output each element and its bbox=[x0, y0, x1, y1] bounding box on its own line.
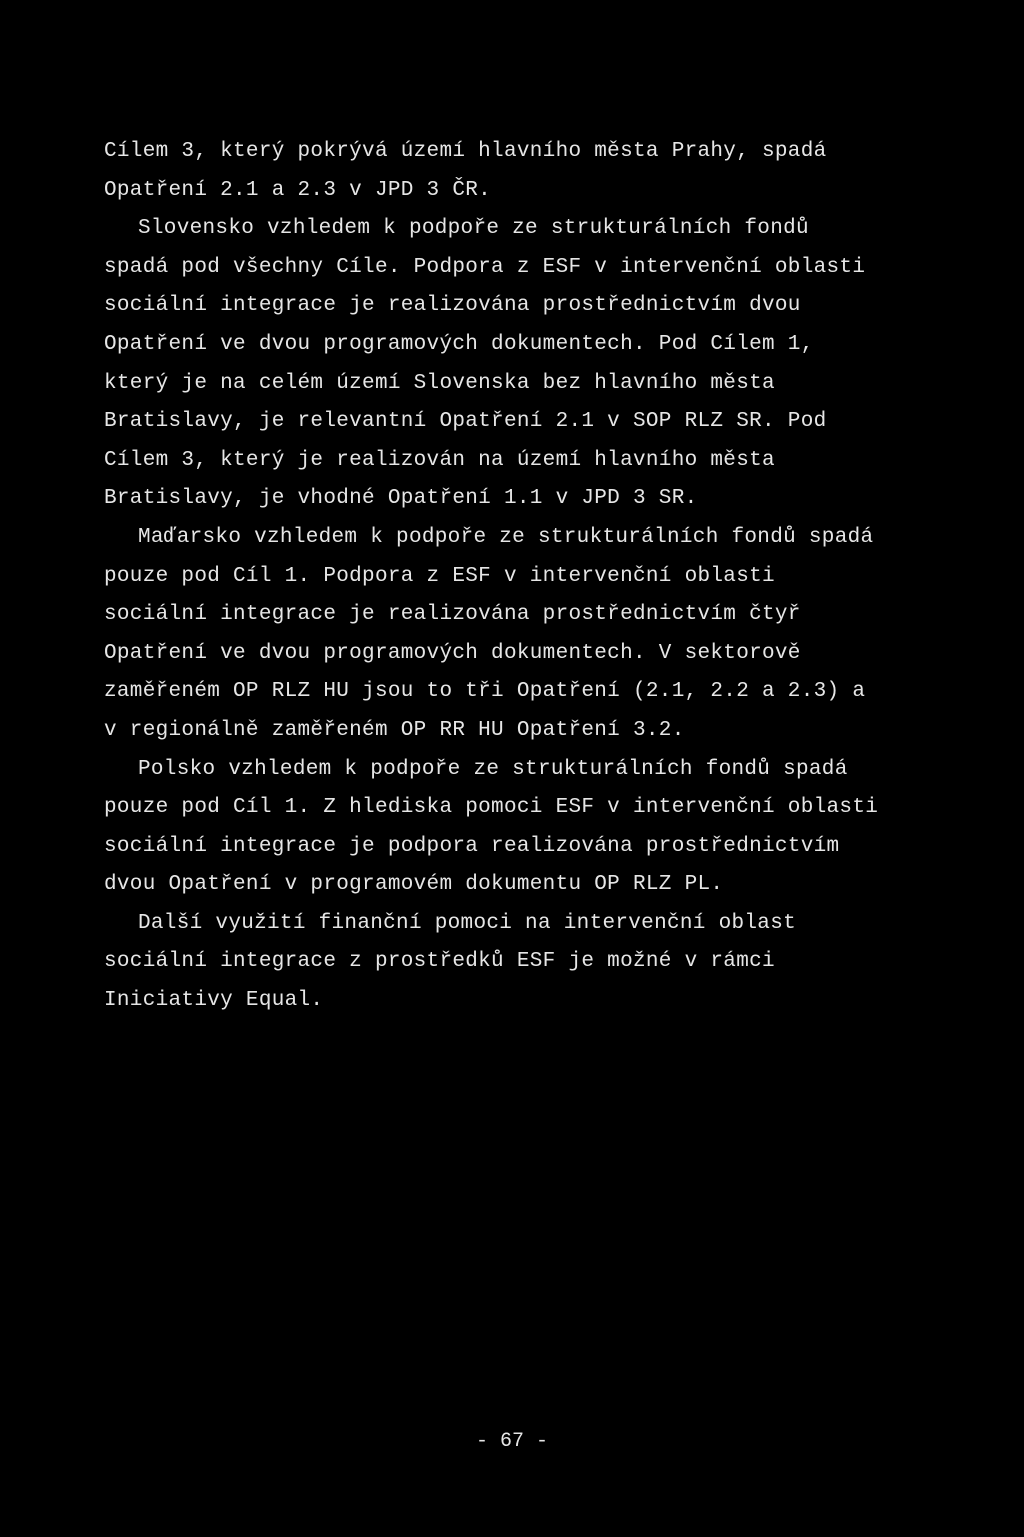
text-line: který je na celém území Slovenska bez hlavního města bbox=[104, 371, 775, 395]
text-line: sociální integrace je realizována prostřednictvím dvou bbox=[104, 294, 801, 318]
text-line: zaměřeném OP RLZ HU jsou to tři Opatření (2.1, 2.2 a 2.3) a bbox=[104, 680, 866, 704]
text-line: sociální integrace je podpora realizována prostřednictvím bbox=[104, 834, 840, 858]
text-line: sociální integrace z prostředků ESF je možné v rámci bbox=[104, 950, 775, 974]
text-line: Cílem 3, který pokrývá území hlavního města Prahy, spadá bbox=[104, 140, 827, 163]
document-body bbox=[104, 133, 984, 1021]
text-line: Bratislavy, je relevantní Opatření 2.1 v SOP RLZ SR. Pod bbox=[104, 410, 827, 434]
paragraph-start-slovakia: Slovensko vzhledem k podpoře ze strukturálních fondů bbox=[138, 217, 809, 241]
text-line: Cílem 3, který je realizován na území hlavního města bbox=[104, 448, 775, 472]
paragraph-start-hungary: Maďarsko vzhledem k podpoře ze strukturálních fondů spadá bbox=[138, 525, 874, 549]
text-line: sociální integrace je realizována prostřednictvím čtyř bbox=[104, 603, 801, 627]
text-line: Iniciativy Equal. bbox=[104, 989, 324, 1013]
paragraph-start-poland: Polsko vzhledem k podpoře ze strukturálních fondů spadá bbox=[138, 757, 848, 781]
text-line: Opatření ve dvou programových dokumentech. Pod Cílem 1, bbox=[104, 332, 814, 356]
text-line: Opatření 2.1 a 2.3 v JPD 3 ČR. bbox=[104, 178, 492, 202]
text-line: Opatření ve dvou programových dokumentech. V sektorově bbox=[104, 641, 801, 665]
page-number: - 67 - bbox=[475, 1430, 548, 1453]
paragraph-start-equal: Další využití finanční pomoci na intervenční oblast bbox=[138, 911, 797, 935]
text-line: v regionálně zaměřeném OP RR HU Opatření 3.2. bbox=[104, 718, 685, 742]
text-line: spadá pod všechny Cíle. Podpora z ESF v intervenční oblasti bbox=[104, 255, 866, 279]
text-line: dvou Opatření v programovém dokumentu OP RLZ PL. bbox=[104, 873, 724, 897]
text-line: Bratislavy, je vhodné Opatření 1.1 v JPD 3 SR. bbox=[104, 487, 698, 511]
text-line: pouze pod Cíl 1. Podpora z ESF v intervenční oblasti bbox=[104, 564, 775, 588]
text-line: pouze pod Cíl 1. Z hlediska pomoci ESF v intervenční oblasti bbox=[104, 796, 879, 820]
